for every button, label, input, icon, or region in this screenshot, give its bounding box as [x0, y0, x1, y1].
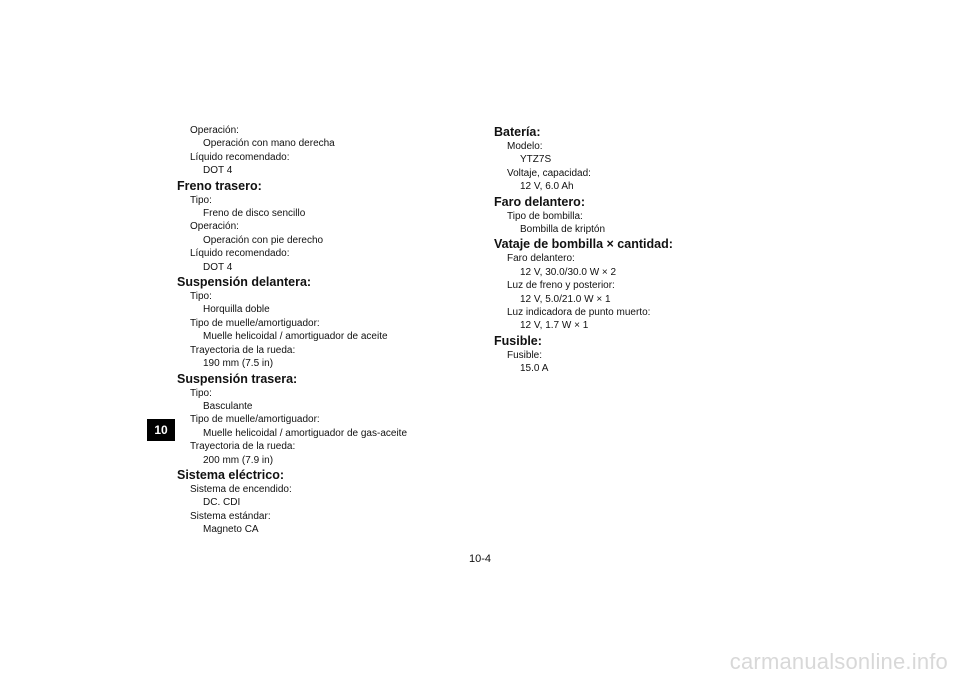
- spec-label: Faro delantero:: [507, 253, 575, 265]
- spec-value: Muelle helicoidal / amortiguador de gas-aceite: [203, 427, 408, 439]
- spec-label: Líquido recomendado:: [190, 151, 290, 163]
- spec-label: Trayectoria de la rueda:: [190, 344, 296, 356]
- spec-value: DC. CDI: [203, 497, 241, 509]
- spec-value: 200 mm (7.9 in): [203, 454, 274, 466]
- spec-value: Bombilla de kriptón: [520, 224, 606, 236]
- spec-heading: Suspensión trasera:: [177, 371, 298, 386]
- spec-value: DOT 4: [203, 165, 233, 177]
- spec-value: Freno de disco sencillo: [203, 208, 306, 220]
- spec-heading: Vataje de bombilla × cantidad:: [494, 237, 673, 252]
- spec-heading: Suspensión delantera:: [177, 275, 312, 290]
- spec-value: Magneto CA: [203, 524, 259, 536]
- spec-heading: Fusible:: [494, 333, 542, 348]
- spec-value: Basculante: [203, 400, 253, 412]
- spec-value: Operación con pie derecho: [203, 234, 324, 246]
- spec-label: Operación:: [190, 221, 239, 233]
- spec-label: Sistema de encendido:: [190, 483, 292, 495]
- watermark: carmanualsonline.info: [729, 649, 948, 674]
- spec-label: Voltaje, capacidad:: [507, 167, 591, 179]
- spec-label: Operación:: [190, 125, 239, 136]
- spec-value: Horquilla doble: [203, 304, 270, 316]
- chapter-tab: 10: [147, 419, 175, 441]
- spec-heading: Sistema eléctrico:: [177, 467, 284, 482]
- spec-value: Muelle helicoidal / amortiguador de aceite: [203, 331, 388, 343]
- spec-label: Modelo:: [507, 141, 543, 152]
- spec-label: Líquido recomendado:: [190, 248, 290, 260]
- spec-label: Tipo de bombilla:: [507, 210, 583, 222]
- left-spec-column: [177, 124, 467, 537]
- spec-heading: Batería:: [494, 125, 541, 139]
- page-number: 10-4: [468, 553, 492, 565]
- spec-label: Fusible:: [507, 349, 543, 361]
- spec-value: Operación con mano derecha: [203, 138, 335, 150]
- spec-label: Tipo de muelle/amortiguador:: [190, 414, 320, 426]
- spec-value: 190 mm (7.5 in): [203, 358, 274, 370]
- spec-label: Trayectoria de la rueda:: [190, 441, 296, 453]
- spec-label: Tipo:: [190, 291, 212, 303]
- spec-value: YTZ7S: [520, 154, 552, 166]
- spec-label: Tipo de muelle/amortiguador:: [190, 317, 320, 329]
- spec-heading: Freno trasero:: [177, 178, 262, 193]
- right-spec-column: [494, 124, 794, 376]
- spec-label: Sistema estándar:: [190, 510, 271, 522]
- spec-label: Tipo:: [190, 387, 212, 399]
- spec-heading: Faro delantero:: [494, 194, 585, 209]
- spec-value: 12 V, 5.0/21.0 W × 1: [520, 293, 611, 305]
- spec-value: 12 V, 1.7 W × 1: [520, 320, 589, 332]
- spec-label: Luz indicadora de punto muerto:: [507, 307, 651, 319]
- spec-value: 12 V, 6.0 Ah: [520, 181, 574, 193]
- spec-label: Luz de freno y posterior:: [507, 280, 615, 292]
- spec-value: 15.0 A: [520, 363, 549, 375]
- spec-label: Tipo:: [190, 194, 212, 206]
- spec-value: 12 V, 30.0/30.0 W × 2: [520, 266, 617, 278]
- spec-value: DOT 4: [203, 261, 233, 273]
